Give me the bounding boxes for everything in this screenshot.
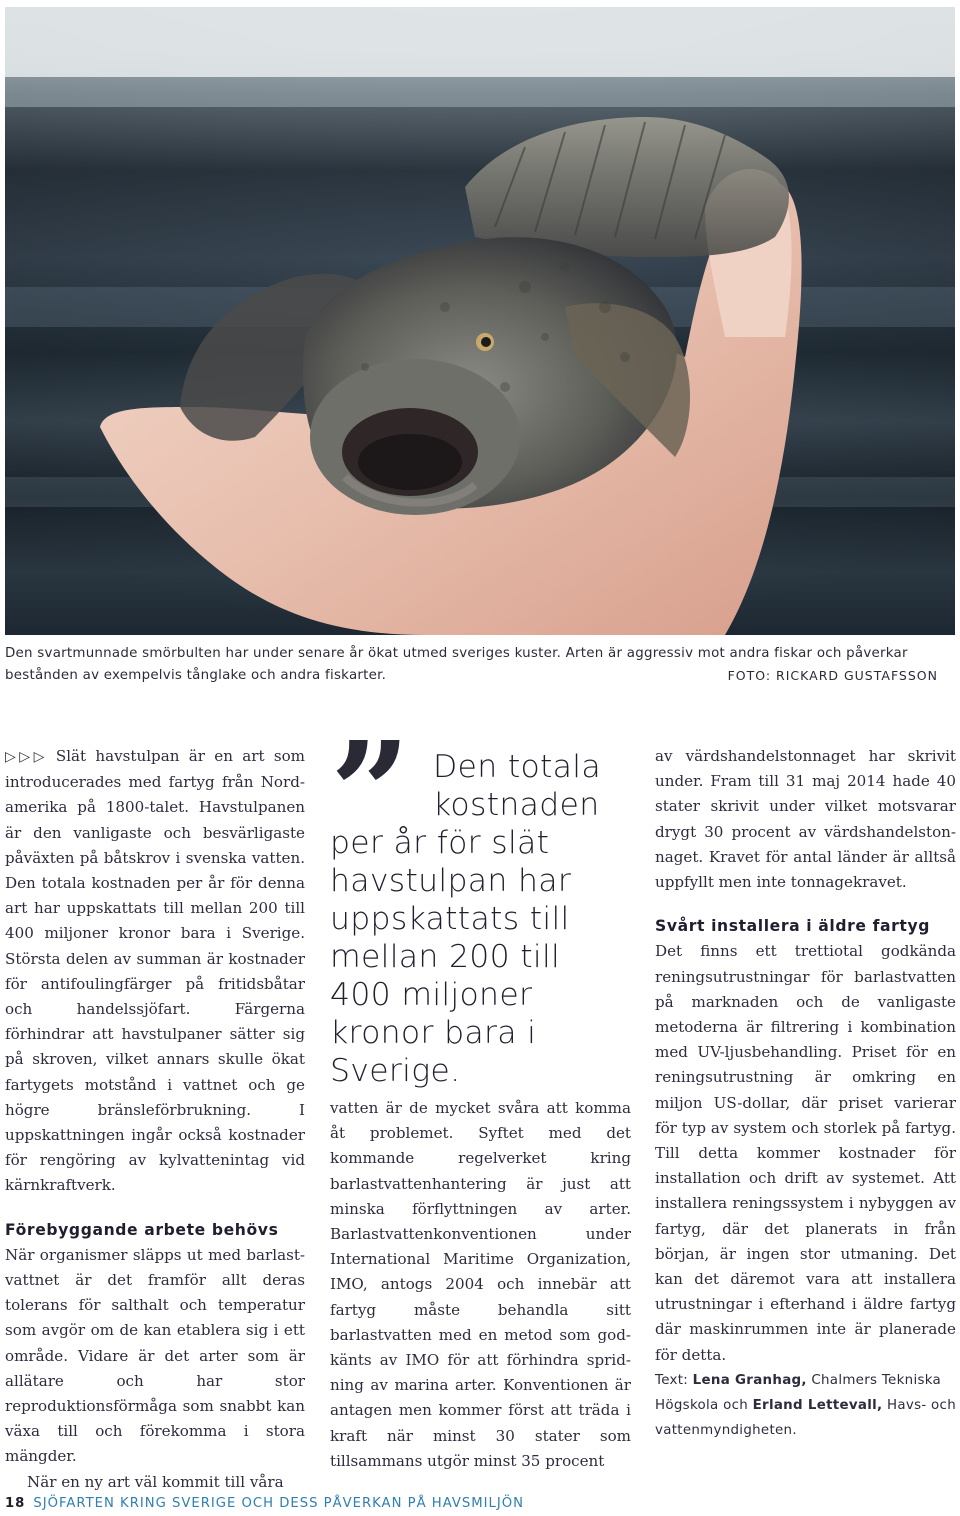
- author-name: Erland Lettevall,: [752, 1398, 883, 1414]
- section-heading: Svårt installera i äldre fartyg: [655, 917, 930, 936]
- fish-in-hand-photo: [5, 7, 955, 635]
- author-credits: [655, 1368, 956, 1444]
- body-paragraph: När en ny art väl kommit till våra: [27, 1472, 284, 1491]
- caption-line: Den svartmunnade smörbulten har under senare år ökat utmed sveriges kuster. Arten är aggressiv mot andra fiskar och påverkar: [5, 646, 908, 661]
- lead-marker-icon: ▷▷▷: [5, 749, 48, 765]
- intro-paragraph: [5, 744, 305, 1199]
- article-column-1: [5, 744, 305, 1495]
- body-paragraph: När organismer släpps ut med barlastvattnet är det framför allt deras tolerans för salthalt och temperatur som avgör om de kan etablera sig i ett område. Vidare är det arter som är allätare och har stor reproduktionsförmåga som snabbt kan växa till och förekomma i stora mängder.: [5, 1245, 305, 1466]
- author-organization: Chalmers Tekniska Högskola och: [655, 1372, 942, 1414]
- caption-line: bestånden av exempelvis tånglake och andra fiskarter.: [5, 668, 387, 683]
- article-column-3: [655, 744, 956, 1443]
- body-paragraph: vatten är de mycket svåra att komma åt problemet. Syftet med det kommande regelverket kring barlastvattenhantering är just att minska förflyttningen av arter. Barlastvattenkonventionen under International Maritime Organization, IMO, antogs 2004 och innebär att fartyg måste behandla sitt barlastvatten med en metod som godkänts av IMO för att förhindra spridning av marina arter. Konventionen är antagen men kommer först att träda i kraft när minst 30 stater som tillsammans utgör minst 35 procent: [330, 1099, 631, 1470]
- author-name: Lena Granhag,: [692, 1372, 807, 1388]
- credits-label: Text:: [655, 1372, 689, 1388]
- page-footer: [5, 1496, 524, 1511]
- quote-mark-icon: ”: [330, 712, 391, 876]
- body-paragraph: av värdshandelstonnaget har skrivit under. Fram till 31 maj 2014 hade 40 stater skrivit under vilket motsvarar drygt 30 procent av värdshandelstonnaget. Kravet för antal länder är alltså uppfyllt men inte tonnagekravet.: [655, 747, 956, 892]
- publication-title: SJÖFARTEN KRING SVERIGE OCH DESS PÅVERKAN PÅ HAVSMILJÖN: [33, 1496, 525, 1511]
- intro-text: Slät havstulpan är en art som introducerades med fartyg från Nordamerika på 1800-talet. Havstulpanen är den vanligaste och besvärligaste påväxten på båtskrov i svenska vatten. Den totala kostnaden per år för denna art har uppskattats till mellan 200 till 400 miljoner kronor bara i Sverige. Största delen av summan är kostnader för antifoulingfärger på fritidsbåtar och handelssjöfart. Färgerna förhindrar att havstulpaner sätter sig på skroven, vilket annars skulle ökat fartygets motstånd i vattnet och ge högre bränsleförbrukning. I uppskattningen ingår också kostnader för rengöring av kylvattenintag vid kärnkraftverk.: [5, 747, 305, 1195]
- quote-body: per år för slät havstulpan har uppskattats till mellan 200 till 400 miljoner kronor bara i Sverige.: [330, 825, 572, 1089]
- article-column-2: [330, 1096, 631, 1474]
- photo-caption: [5, 643, 955, 687]
- author-organization: Havs- och vattenmyndigheten.: [655, 1398, 956, 1439]
- quote-lead: Den totala kostnaden: [433, 749, 601, 823]
- section-heading: Förebyggande arbete behövs: [5, 1220, 279, 1239]
- body-paragraph: Det finns ett trettiotal godkända reningsutrustningar för barlastvatten på marknaden och de vanligaste metoderna är filtrering i kombination med UV-ljusbehandling. Priset för en reningsutrustning är omkring en miljon US-dollar, där priset varierar för typ av system och storlek på fartyg. Till detta kommer kostnader för installation och drift av systemet. Att installera reningssystem i nybyggen av fartyg, där det planerats in från början, är ingen stor utmaning. Det kan det däremot vara att installera utrustningar i efterhand i äldre fartyg där maskinrummen inte är planerade för detta.: [655, 942, 956, 1364]
- photo-credit: FOTO: RICKARD GUSTAFSSON: [727, 668, 938, 683]
- photo-illustration: [5, 7, 955, 635]
- page-number: 18: [5, 1496, 26, 1511]
- pull-quote: [330, 712, 630, 1090]
